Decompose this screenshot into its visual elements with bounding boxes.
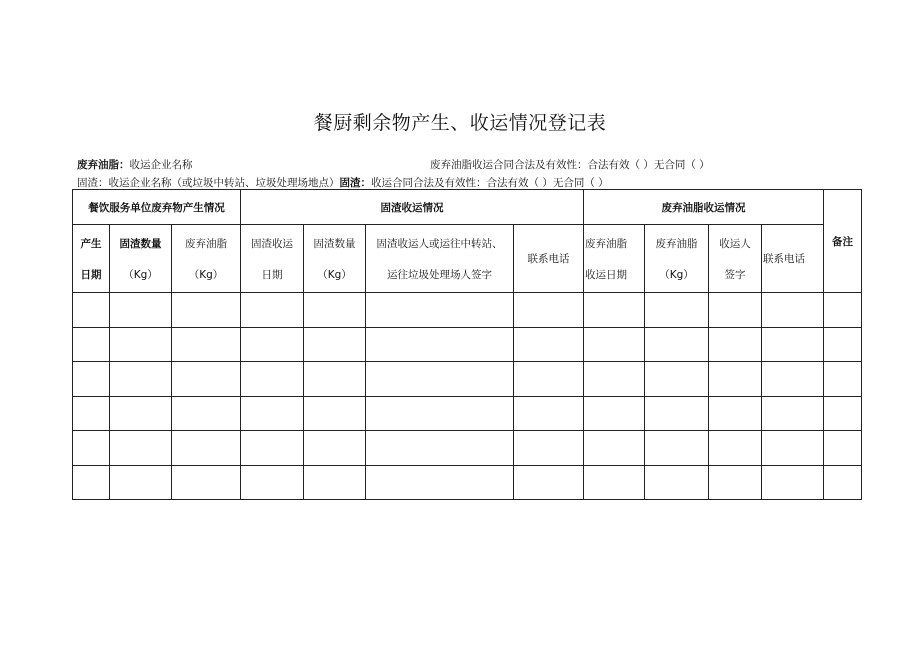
table-cell[interactable] [241, 465, 304, 500]
table-cell[interactable] [709, 362, 762, 397]
table-cell[interactable] [110, 431, 172, 466]
page-title: 餐厨剩余物产生、收运情况登记表 [313, 112, 607, 134]
table-cell[interactable] [584, 465, 645, 500]
table-body [73, 293, 862, 500]
table-cell[interactable] [824, 431, 862, 466]
table-cell[interactable] [241, 396, 304, 431]
table-cell[interactable] [110, 327, 172, 362]
table-row [73, 396, 862, 431]
table-cell[interactable] [241, 431, 304, 466]
table-cell[interactable] [514, 293, 584, 328]
table-cell[interactable] [709, 327, 762, 362]
table-cell[interactable] [110, 396, 172, 431]
table-cell[interactable] [73, 327, 110, 362]
oil-label: 废弃油脂： [77, 159, 130, 171]
table-cell[interactable] [645, 362, 709, 397]
table-cell[interactable] [645, 396, 709, 431]
table-cell[interactable] [762, 396, 824, 431]
table-row [73, 293, 862, 328]
oil-contract-line: 废弃油脂收运合同合法及有效性：合法有效（ ）无合同（ ） [430, 159, 710, 171]
table-cell[interactable] [824, 362, 862, 397]
solid-label: 固渣： [339, 177, 371, 189]
oil-collector-line [77, 157, 193, 172]
table-cell[interactable] [709, 465, 762, 500]
table-cell[interactable] [514, 465, 584, 500]
table-cell[interactable] [110, 465, 172, 500]
table-cell[interactable] [762, 465, 824, 500]
table-cell[interactable] [366, 362, 514, 397]
table-cell[interactable] [304, 327, 366, 362]
table-cell[interactable] [762, 362, 824, 397]
oil-phone-header: 联系电话 [762, 225, 824, 293]
oil-date-header: 废弃油脂 收运日期 [584, 225, 645, 293]
table-cell[interactable] [514, 396, 584, 431]
table-cell[interactable] [645, 465, 709, 500]
table-cell[interactable] [304, 465, 366, 500]
table-cell[interactable] [584, 327, 645, 362]
solid-phone-header: 联系电话 [514, 225, 584, 293]
table-cell[interactable] [241, 327, 304, 362]
table-cell[interactable] [514, 362, 584, 397]
table-cell[interactable] [304, 362, 366, 397]
table-cell[interactable] [172, 431, 241, 466]
table-cell[interactable] [645, 327, 709, 362]
table-cell[interactable] [762, 431, 824, 466]
table-cell[interactable] [584, 396, 645, 431]
table-cell[interactable] [824, 293, 862, 328]
group-header-row [73, 190, 862, 225]
table-cell[interactable] [584, 431, 645, 466]
table-cell[interactable] [584, 362, 645, 397]
solid-contract-text: 收运合同合法及有效性：合法有效（ ）无合同（ ） [371, 177, 609, 189]
table-cell[interactable] [172, 465, 241, 500]
solid-date-header: 固渣收运 日期 [241, 225, 304, 293]
table-cell[interactable] [73, 465, 110, 500]
table-cell[interactable] [172, 293, 241, 328]
table-row [73, 431, 862, 466]
oil-collector-header: 收运人 签字 [709, 225, 762, 293]
table-cell[interactable] [172, 327, 241, 362]
table-cell[interactable] [73, 362, 110, 397]
table-cell[interactable] [241, 293, 304, 328]
table-cell[interactable] [73, 396, 110, 431]
solid-collector-line [77, 175, 609, 190]
oil-group-header: 废弃油脂收运情况 [584, 190, 824, 225]
table-cell[interactable] [366, 293, 514, 328]
table-cell[interactable] [304, 431, 366, 466]
date-header: 产生 日期 [73, 225, 110, 293]
oil-collector-name-label: 收运企业名称 [129, 159, 193, 171]
oil-amount-header: 废弃油脂 （Kg） [645, 225, 709, 293]
table-cell[interactable] [514, 327, 584, 362]
oil-qty-header: 废弃油脂 （Kg） [172, 225, 241, 293]
table-row [73, 327, 862, 362]
table-row [73, 362, 862, 397]
table-cell[interactable] [366, 396, 514, 431]
table-cell[interactable] [762, 293, 824, 328]
remark-header: 备注 [824, 190, 862, 293]
table-cell[interactable] [824, 396, 862, 431]
table-cell[interactable] [73, 431, 110, 466]
table-cell[interactable] [172, 362, 241, 397]
table-cell[interactable] [709, 293, 762, 328]
solid-collector-header: 固渣收运人或运往中转站、 运往垃圾处理场人签字 [366, 225, 514, 293]
solid-collector-name-label: 固渣：收运企业名称（或垃圾中转站、垃圾处理场地点） [77, 177, 340, 189]
table-cell[interactable] [304, 293, 366, 328]
table-cell[interactable] [73, 293, 110, 328]
table-cell[interactable] [584, 293, 645, 328]
table-cell[interactable] [709, 396, 762, 431]
table-cell[interactable] [110, 362, 172, 397]
table-cell[interactable] [172, 396, 241, 431]
table-cell[interactable] [645, 293, 709, 328]
producer-group-header: 餐饮服务单位废弃物产生情况 [73, 190, 241, 225]
registration-table [72, 189, 862, 500]
table-cell[interactable] [514, 431, 584, 466]
table-cell[interactable] [366, 465, 514, 500]
table-cell[interactable] [762, 327, 824, 362]
table-cell[interactable] [366, 327, 514, 362]
table-cell[interactable] [824, 465, 862, 500]
table-cell[interactable] [645, 431, 709, 466]
table-cell[interactable] [110, 293, 172, 328]
table-cell[interactable] [366, 431, 514, 466]
solid-group-header: 固渣收运情况 [241, 190, 584, 225]
solid-qty-header: 固渣数量 （Kg） [110, 225, 172, 293]
table-row [73, 465, 862, 500]
table-cell[interactable] [824, 327, 862, 362]
column-header-row [73, 225, 862, 293]
solid-amount-header: 固渣数量 （Kg） [304, 225, 366, 293]
table-cell[interactable] [241, 362, 304, 397]
table-cell[interactable] [304, 396, 366, 431]
table-cell[interactable] [709, 431, 762, 466]
